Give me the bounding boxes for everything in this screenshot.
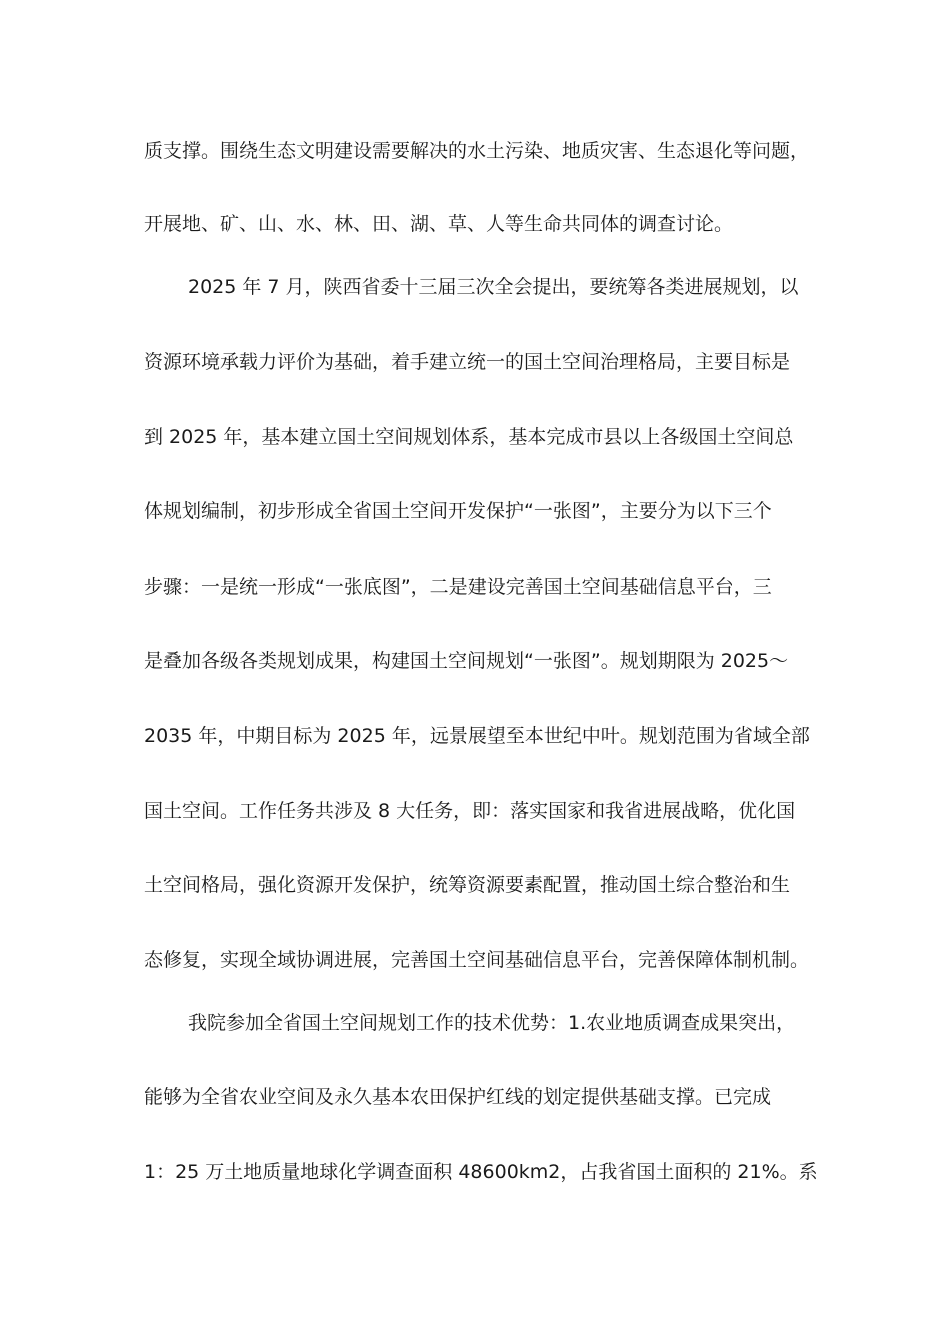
text-line: 2035 年，中期目标为 2025 年，远景展望至本世纪中叶。规划范围为省域全部 <box>144 725 810 747</box>
text-line: 到 2025 年，基本建立国土空间规划体系，基本完成市县以上各级国土空间总 <box>144 426 794 448</box>
text-line: 1：25 万土地质量地球化学调查面积 48600km2，占我省国土面积的 21%。系 <box>144 1161 818 1183</box>
paragraph-start-line: 2025 年 7 月，陕西省委十三届三次全会提出，要统筹各类进展规划，以 <box>188 276 799 298</box>
paragraph-start-line: 我院参加全省国土空间规划工作的技术优势：1.农业地质调查成果突出， <box>188 1012 796 1034</box>
text-line: 是叠加各级各类规划成果，构建国土空间规划“一张图”。规划期限为 2025～ <box>144 650 789 672</box>
text-line: 资源环境承载力评价为基础，着手建立统一的国土空间治理格局，主要目标是 <box>144 351 791 373</box>
text-line: 步骤：一是统一形成“一张底图”，二是建设完善国土空间基础信息平台，三 <box>144 576 772 598</box>
text-line: 质支撑。围绕生态文明建设需要解决的水土污染、地质灾害、生态退化等问题， <box>144 140 810 162</box>
text-line: 开展地、矿、山、水、林、田、湖、草、人等生命共同体的调查讨论。 <box>144 213 734 235</box>
text-line: 土空间格局，强化资源开发保护，统筹资源要素配置，推动国土综合整治和生 <box>144 874 791 896</box>
text-line: 态修复，实现全域协调进展，完善国土空间基础信息平台，完善保障体制机制。 <box>144 949 810 971</box>
text-line: 国土空间。工作任务共涉及 8 大任务，即：落实国家和我省进展战略，优化国 <box>144 800 796 822</box>
text-line: 体规划编制，初步形成全省国土空间开发保护“一张图”，主要分为以下三个 <box>144 500 772 522</box>
text-line: 能够为全省农业空间及永久基本农田保护红线的划定提供基础支撑。已完成 <box>144 1086 772 1108</box>
